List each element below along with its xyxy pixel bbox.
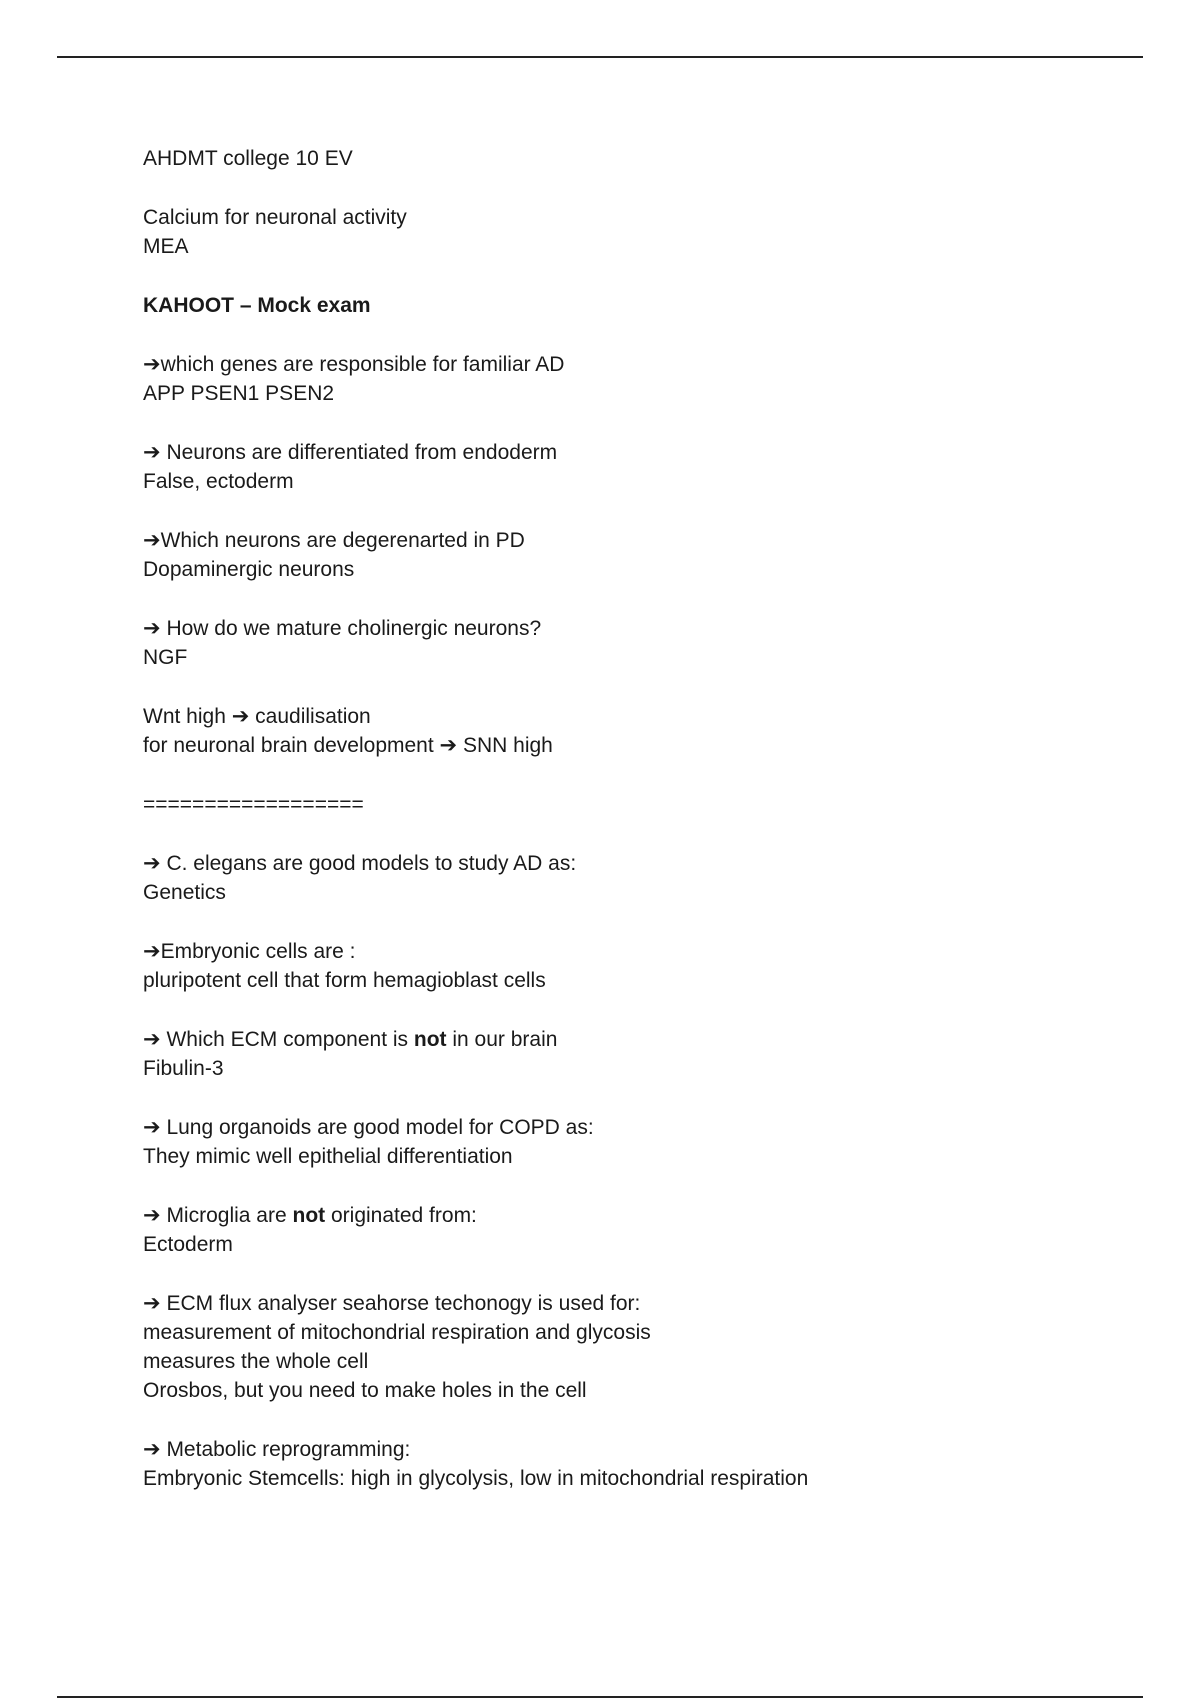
question-text: Which ECM component is — [160, 1028, 414, 1051]
question-line — [143, 1289, 1143, 1318]
question-block-3 — [143, 526, 1143, 584]
arrow-icon: ➔ — [143, 1116, 161, 1139]
title-block — [143, 144, 1143, 173]
question-block-4 — [143, 614, 1143, 672]
wnt-line-2 — [143, 731, 1143, 760]
question-line — [143, 937, 1143, 966]
intro-line: MEA — [143, 235, 189, 258]
question-line — [143, 350, 1143, 379]
answer-line: Genetics — [143, 881, 226, 904]
question-text: Microglia are — [160, 1204, 293, 1227]
wnt-text: SNN high — [457, 734, 553, 757]
arrow-icon: ➔ — [439, 734, 458, 757]
question-text: which genes are responsible for familiar AD — [160, 353, 565, 376]
question-text: ECM flux analyser seahorse techonogy is used for: — [160, 1292, 641, 1315]
answer-line: Embryonic Stemcells: high in glycolysis, low in mitochondrial respiration — [143, 1467, 809, 1490]
question-line — [143, 849, 1143, 878]
intro-line: Calcium for neuronal activity — [143, 206, 407, 229]
question-line — [143, 438, 1143, 467]
answer-line: pluripotent cell that form hemagioblast cells — [143, 969, 546, 992]
kahoot-heading: KAHOOT – Mock exam — [143, 294, 371, 317]
arrow-icon: ➔ — [143, 529, 161, 552]
document-body — [143, 144, 1143, 1523]
answer-line: APP PSEN1 PSEN2 — [143, 382, 335, 405]
question-text: Which neurons are degerenarted in PD — [160, 529, 525, 552]
answer-line: Ectoderm — [143, 1233, 233, 1256]
question-line — [143, 1201, 1143, 1230]
document-title: AHDMT college 10 EV — [143, 147, 353, 170]
question-text: Lung organoids are good model for COPD as: — [160, 1116, 594, 1139]
answer-line: Fibulin-3 — [143, 1057, 224, 1080]
wnt-block — [143, 702, 1143, 760]
question-block-9 — [143, 1201, 1143, 1259]
question-line — [143, 1025, 1143, 1054]
question-block-7 — [143, 1025, 1143, 1083]
wnt-text: caudilisation — [249, 705, 371, 728]
question-text: How do we mature cholinergic neurons? — [160, 617, 542, 640]
question-text: Embryonic cells are : — [160, 940, 356, 963]
question-line — [143, 1435, 1143, 1464]
separator-block — [143, 790, 1143, 819]
question-block-1 — [143, 350, 1143, 408]
arrow-icon: ➔ — [143, 617, 161, 640]
question-text: C. elegans are good models to study AD as: — [160, 852, 577, 875]
emphasis-text: not — [413, 1028, 447, 1051]
emphasis-text: not — [292, 1204, 326, 1227]
arrow-icon: ➔ — [143, 441, 161, 464]
arrow-icon: ➔ — [143, 1204, 161, 1227]
question-text: originated from: — [325, 1204, 477, 1227]
question-line — [143, 526, 1143, 555]
question-block-8 — [143, 1113, 1143, 1171]
wnt-text: Wnt high — [143, 705, 232, 728]
header-rule — [57, 56, 1143, 58]
arrow-icon: ➔ — [143, 1438, 161, 1461]
intro-block — [143, 203, 1143, 261]
separator-line: ================== — [143, 793, 364, 816]
kahoot-heading-block — [143, 291, 1143, 320]
question-block-2 — [143, 438, 1143, 496]
footer-rule — [57, 1696, 1143, 1698]
arrow-icon: ➔ — [143, 940, 161, 963]
question-text: Neurons are differentiated from endoderm — [160, 441, 558, 464]
question-text: in our brain — [446, 1028, 558, 1051]
wnt-line-1 — [143, 702, 1143, 731]
question-block-6 — [143, 937, 1143, 995]
question-block-5 — [143, 849, 1143, 907]
answer-line: False, ectoderm — [143, 470, 294, 493]
answer-line: measures the whole cell — [143, 1350, 369, 1373]
question-block-10 — [143, 1289, 1143, 1405]
wnt-text: for neuronal brain development — [143, 734, 440, 757]
arrow-icon: ➔ — [231, 705, 250, 728]
arrow-icon: ➔ — [143, 1292, 161, 1315]
question-line — [143, 614, 1143, 643]
arrow-icon: ➔ — [143, 353, 161, 376]
arrow-icon: ➔ — [143, 1028, 161, 1051]
answer-line: They mimic well epithelial differentiation — [143, 1145, 513, 1168]
answer-line: measurement of mitochondrial respiration and glycosis — [143, 1321, 651, 1344]
question-text: Metabolic reprogramming: — [160, 1438, 411, 1461]
question-block-11 — [143, 1435, 1143, 1493]
answer-line: Orosbos, but you need to make holes in the cell — [143, 1379, 587, 1402]
question-line — [143, 1113, 1143, 1142]
answer-line: NGF — [143, 646, 188, 669]
answer-line: Dopaminergic neurons — [143, 558, 355, 581]
arrow-icon: ➔ — [143, 852, 161, 875]
